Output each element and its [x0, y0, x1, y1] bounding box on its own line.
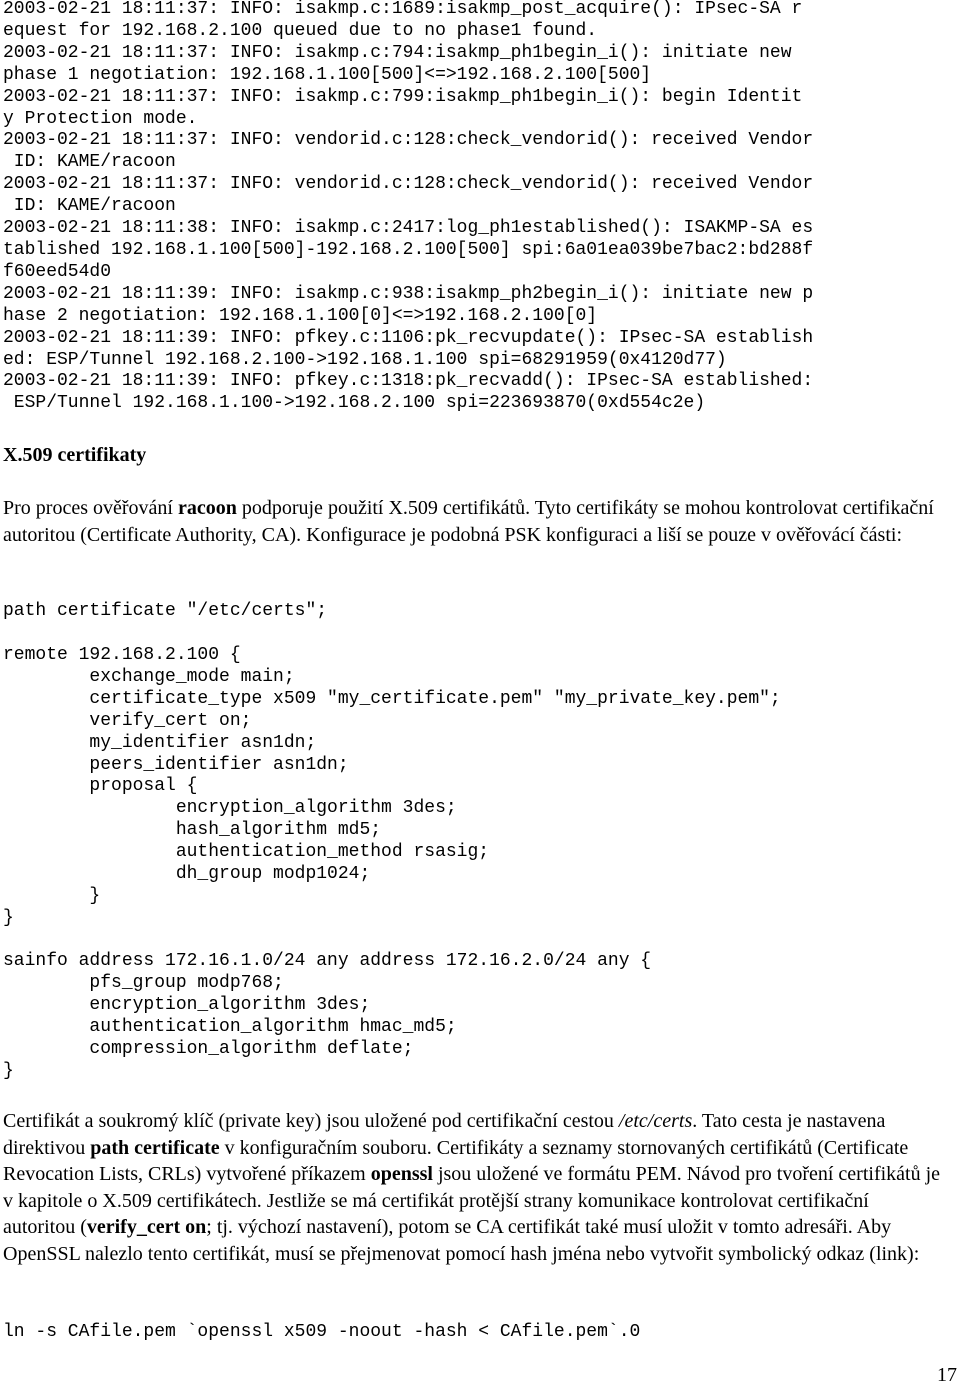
- log-line: 2003-02-21 18:11:37: INFO: isakmp.c:1689:isakmp_post_acquire(): IPsec-SA r: [3, 0, 803, 19]
- section-heading: X.509 certifikaty: [3, 444, 147, 466]
- config-line: authentication_method rsasig;: [3, 842, 490, 863]
- config-line: verify_cert on;: [3, 710, 252, 731]
- config-line: compression_algorithm deflate;: [3, 1038, 414, 1059]
- log-line: equest for 192.168.2.100 queued due to no phase1 found.: [3, 20, 598, 41]
- sainfo-config-block: [0, 951, 651, 1082]
- log-line: 2003-02-21 18:11:37: INFO: vendorid.c:128:check_vendorid(): received Vendor: [3, 130, 814, 151]
- path-certificate-line: path certificate "/etc/certs";: [3, 601, 328, 621]
- config-line: hash_algorithm md5;: [3, 820, 382, 841]
- config-line: peers_identifier asn1dn;: [3, 754, 349, 775]
- config-line: sainfo address 172.16.1.0/24 any address 172.16.2.0/24 any {: [3, 951, 652, 971]
- closing-paragraph: [0, 1108, 960, 1267]
- log-line: ed: ESP/Tunnel 192.168.2.100->192.168.1.100 spi=68291959(0x4120d77): [3, 349, 727, 370]
- closing-text-2: . Tato cesta je nastavena direktivou: [3, 1110, 886, 1159]
- log-line: f60eed54d0: [3, 261, 112, 282]
- closing-path-certificate-term: path certificate: [90, 1136, 220, 1159]
- config-line: encryption_algorithm 3des;: [3, 798, 457, 819]
- log-line: 2003-02-21 18:11:38: INFO: isakmp.c:2417:log_ph1established(): ISAKMP-SA es: [3, 218, 814, 239]
- closing-openssl-term: openssl: [370, 1163, 433, 1185]
- remote-config-block: [0, 645, 781, 930]
- racoon-log-output: [0, 0, 960, 415]
- log-line: 2003-02-21 18:11:37: INFO: isakmp.c:794:isakmp_ph1begin_i(): initiate new: [3, 42, 792, 63]
- log-line: 2003-02-21 18:11:39: INFO: isakmp.c:938:isakmp_ph2begin_i(): initiate new p: [3, 283, 814, 304]
- closing-text-1: Certifikát a soukromý klíč (private key) jsou uložené pod certifikační cestou: [3, 1110, 619, 1132]
- config-line: my_identifier asn1dn;: [3, 732, 317, 753]
- closing-text-5: ; tj. výchozí nastavení), potom se CA certifikát také musí uložit v tomto adresáři. Aby OpenSSL nalezlo tento certifikát, musí se přejmenovat pomocí hash jména nebo vytvořit symbolický odkaz (link):: [3, 1216, 920, 1265]
- config-line: exchange_mode main;: [3, 666, 295, 687]
- page-number: 17: [937, 1364, 957, 1386]
- log-line: 2003-02-21 18:11:39: INFO: pfkey.c:1106:pk_recvupdate(): IPsec-SA establish: [3, 327, 814, 348]
- log-line: hase 2 negotiation: 192.168.1.100[0]<=>192.168.2.100[0]: [3, 305, 598, 326]
- log-line: 2003-02-21 18:11:37: INFO: vendorid.c:128:check_vendorid(): received Vendor: [3, 174, 814, 195]
- config-line: dh_group modp1024;: [3, 864, 371, 885]
- intro-text-2: podporuje použití X.509 certifikátů. Tyto certifikáty se mohou kontrolovat certifikační autoritou (Certificate Authority, CA). Konfigurace je podobná PSK konfiguraci a liší se pouze v ověřovácí části:: [3, 497, 934, 546]
- intro-paragraph: [0, 495, 960, 548]
- config-line: remote 192.168.2.100 {: [3, 645, 241, 665]
- config-line: authentication_algorithm hmac_md5;: [3, 1016, 457, 1037]
- log-line: tablished 192.168.1.100[500]-192.168.2.100[500] spi:6a01ea039be7bac2:bd288f: [3, 239, 814, 260]
- closing-verify-cert-term: verify_cert on: [86, 1216, 207, 1238]
- log-line: ID: KAME/racoon: [3, 152, 176, 173]
- log-line: phase 1 negotiation: 192.168.1.100[500]<=>192.168.2.100[500]: [3, 64, 652, 85]
- config-line: }: [3, 885, 101, 906]
- log-line: 2003-02-21 18:11:39: INFO: pfkey.c:1318:pk_recvadd(): IPsec-SA established:: [3, 371, 814, 392]
- config-line: certificate_type x509 "my_certificate.pem" "my_private_key.pem";: [3, 688, 781, 709]
- log-line: y Protection mode.: [3, 108, 198, 129]
- closing-text-3: v konfiguračním souboru. Certifikáty a seznamy stornovaných certifikátů (Certificate Revocation Lists, CRLs) vytvořené příkazem: [3, 1136, 909, 1185]
- intro-racoon-term: racoon: [177, 497, 237, 519]
- config-line: encryption_algorithm 3des;: [3, 994, 371, 1015]
- config-line: }: [3, 907, 14, 928]
- config-line: pfs_group modp768;: [3, 972, 284, 993]
- config-line: }: [3, 1060, 14, 1081]
- log-line: ESP/Tunnel 192.168.1.100->192.168.2.100 spi=223693870(0xd554c2e): [3, 393, 706, 414]
- closing-text-4: jsou uložené ve formátu PEM. Návod pro tvoření certifikátů je v kapitole o X.509 certifikátech. Jestliže se má certifikát protější strany komunikace kontrolovat certifikační autoritou (: [3, 1163, 941, 1238]
- log-line: ID: KAME/racoon: [3, 196, 176, 217]
- log-line: 2003-02-21 18:11:37: INFO: isakmp.c:799:isakmp_ph1begin_i(): begin Identit: [3, 86, 803, 107]
- closing-path-etc-certs: /etc/certs: [618, 1110, 693, 1132]
- config-line: proposal {: [3, 776, 198, 797]
- intro-text-1: Pro proces ověřování: [3, 497, 178, 519]
- ln-command-line: ln -s CAfile.pem `openssl x509 -noout -hash < CAfile.pem`.0: [3, 1322, 641, 1342]
